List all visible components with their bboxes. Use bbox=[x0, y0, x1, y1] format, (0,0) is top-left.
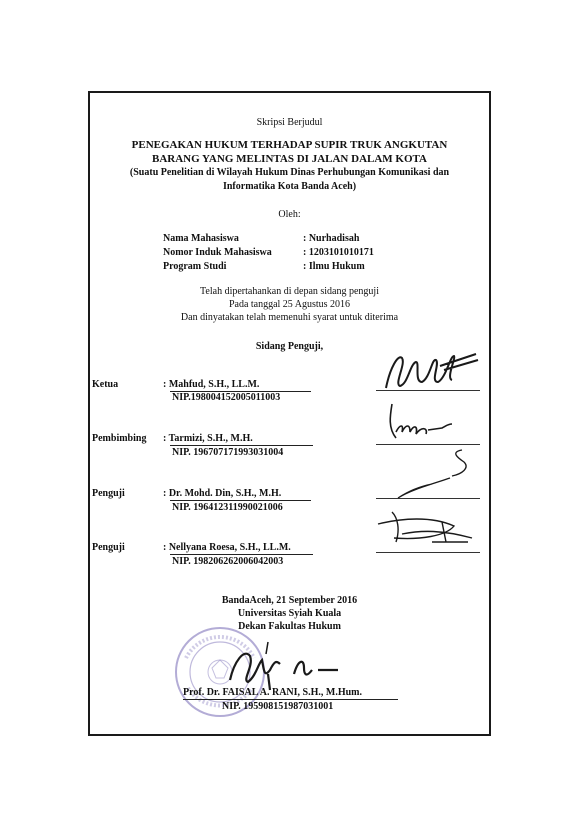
closing-place-date: BandaAceh, 21 September 2016 bbox=[221, 595, 358, 606]
signature-chair bbox=[380, 348, 480, 394]
student-name-value: : Nurhadisah bbox=[303, 233, 360, 244]
signature-line bbox=[376, 444, 480, 445]
committee-nip-chair: NIP.198004152005011003 bbox=[172, 392, 281, 403]
closing-university: Universitas Syiah Kuala bbox=[237, 608, 342, 619]
name-underline bbox=[170, 500, 311, 501]
committee-name-advisor: : Tarmizi, S.H., M.H. bbox=[163, 433, 253, 444]
dean-name-underline bbox=[183, 699, 398, 700]
committee-name-examiner-2: : Nellyana Roesa, S.H., LL.M. bbox=[163, 542, 291, 553]
committee-name-chair: : Mahfud, S.H., LL.M. bbox=[163, 379, 260, 390]
committee-heading: Sidang Penguji, bbox=[255, 341, 324, 352]
student-name-label: Nama Mahasiswa bbox=[163, 233, 239, 244]
heading: Skripsi Berjudul bbox=[256, 117, 323, 128]
committee-role-examiner-1: Penguji bbox=[92, 488, 125, 499]
title-line-4: Informatika Kota Banda Aceh) bbox=[222, 181, 357, 192]
closing-position: Dekan Fakultas Hukum bbox=[238, 621, 341, 632]
by-label: Oleh: bbox=[278, 209, 301, 220]
dean-name: Prof. Dr. FAISAL A. RANI, S.H., M.Hum. bbox=[183, 687, 362, 698]
committee-name-examiner-1: : Dr. Mohd. Din, S.H., M.H. bbox=[163, 488, 282, 499]
signature-line bbox=[376, 552, 480, 553]
dean-nip: NIP. 195908151987031001 bbox=[222, 701, 334, 712]
committee-role-chair: Ketua bbox=[92, 379, 119, 390]
signature-examiner-1 bbox=[392, 446, 482, 502]
statement-line-1: Telah dipertahankan di depan sidang penguji bbox=[200, 286, 379, 297]
committee-role-advisor: Pembimbing bbox=[92, 433, 147, 444]
statement-line-3: Dan dinyatakan telah memenuhi syarat untuk diterima bbox=[180, 312, 399, 323]
committee-nip-advisor: NIP. 196707171993031004 bbox=[172, 447, 284, 458]
student-nim-label: Nomor Induk Mahasiswa bbox=[163, 247, 272, 258]
title-line-1: PENEGAKAN HUKUM TERHADAP SUPIR TRUK ANGKUTAN bbox=[131, 139, 448, 151]
title-line-3: (Suatu Penelitian di Wilayah Hukum Dinas Perhubungan Komunikasi dan bbox=[129, 167, 450, 178]
committee-nip-examiner-1: NIP. 196412311990021006 bbox=[172, 502, 283, 513]
name-underline bbox=[170, 554, 313, 555]
name-underline bbox=[170, 445, 313, 446]
committee-role-examiner-2: Penguji bbox=[92, 542, 125, 553]
signature-dean bbox=[200, 640, 360, 692]
student-nim-value: : 1203101010171 bbox=[303, 247, 374, 258]
statement-line-2: Pada tanggal 25 Agustus 2016 bbox=[228, 299, 351, 310]
committee-nip-examiner-2: NIP. 198206262006042003 bbox=[172, 556, 284, 567]
title-line-2: BARANG YANG MELINTAS DI JALAN DALAM KOTA bbox=[151, 153, 428, 165]
signature-advisor bbox=[382, 402, 462, 444]
signature-examiner-2 bbox=[372, 508, 488, 552]
student-program-label: Program Studi bbox=[163, 261, 227, 272]
student-program-value: : Ilmu Hukum bbox=[303, 261, 365, 272]
